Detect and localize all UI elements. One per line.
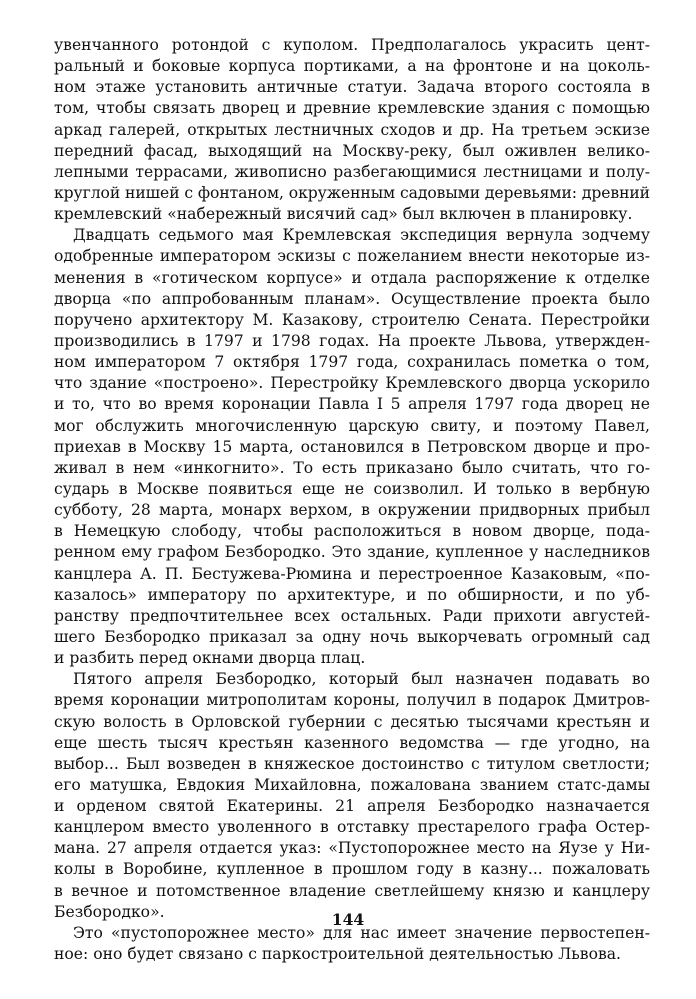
text-line: том, чтобы связать дворец и древние кремлевские здания с помощью bbox=[54, 99, 650, 118]
paragraph-3 bbox=[54, 669, 650, 923]
text-line: еще шесть тысяч крестьян казенного ведомства — где угодно, на bbox=[54, 733, 650, 752]
text-line: что здание «построено». Перестройку Кремлевского дворца ускорило bbox=[54, 374, 650, 393]
text-line: скую волость в Орловской губернии с десятью тысячами крестьян и bbox=[54, 712, 650, 731]
text-line: казалось» императору по архитектуре, и по обширности, и по уб- bbox=[54, 585, 650, 604]
text-line: приехав в Москву 15 марта, остановился в Петровском дворце и про- bbox=[54, 437, 650, 456]
text-line: ренном ему графом Безбородко. Это здание, купленное у наследников bbox=[54, 543, 650, 562]
text-line: канцлера А. П. Бестужева-Рюмина и перестроенное Казаковым, «по- bbox=[54, 564, 650, 583]
paragraph-2 bbox=[54, 225, 650, 669]
text-line: производились в 1797 и 1798 годах. На проекте Львова, утвержден- bbox=[54, 331, 650, 350]
text-line: субботу, 28 марта, монарх верхом, в окружении придворных прибыл bbox=[54, 501, 650, 520]
text-line: сударь в Москве появиться еще не соизволил. И только в вербную bbox=[54, 479, 650, 498]
text-line: ное: оно будет связано с паркостроительной деятельностью Львова. bbox=[54, 945, 622, 964]
page-number: 144 bbox=[331, 910, 365, 929]
paragraph-4 bbox=[54, 923, 650, 965]
text-line: менения в «готическом корпусе» и отдала распоряжение к отделке bbox=[54, 268, 650, 287]
text-line: кремлевский «набережный висячий сад» был включен в планировку. bbox=[54, 205, 633, 224]
paragraph-1 bbox=[54, 35, 650, 225]
text-line: и то, что во время коронации Павла I 5 апреля 1797 года дворец не bbox=[54, 395, 650, 414]
text-line: Безбородко». bbox=[54, 902, 165, 921]
text-line: ранству предпочтительнее всех остальных. Ради прихоти августей- bbox=[54, 606, 650, 625]
text-line: Пятого апреля Безбородко, который был назначен подавать во bbox=[73, 670, 650, 689]
text-line: Это «пустопорожнее место» для нас имеет значение первостепен- bbox=[73, 923, 650, 942]
text-line: время коронации митрополитам короны, получил в подарок Дмитров- bbox=[54, 691, 650, 710]
text-line: ном императором 7 октября 1797 года, сохранилась пометка о том, bbox=[54, 353, 650, 372]
text-line: шего Безбородко приказал за одну ночь выкорчевать огромный сад bbox=[54, 627, 650, 646]
text-line: в Немецкую слободу, чтобы расположиться в новом дворце, пода- bbox=[54, 522, 650, 541]
text-line: выбор... Был возведен в княжеское достоинство с титулом светлости; bbox=[54, 754, 650, 773]
text-line: ном этаже установить античные статуи. Задача второго состояла в bbox=[54, 78, 650, 97]
text-line: колы в Воробине, купленное в прошлом году в казну... пожаловать bbox=[54, 860, 650, 879]
text-line: ральный и боковые корпуса портиками, а на фронтоне и на цоколь- bbox=[54, 57, 650, 76]
text-line: одобренные императором эскизы с пожеланием внести некоторые из- bbox=[54, 247, 650, 266]
text-line: круглой нишей с фонтаном, окруженным садовыми деревьями: древний bbox=[54, 183, 650, 202]
text-line: увенчанного ротондой с куполом. Предполагалось украсить цент- bbox=[54, 36, 650, 54]
text-line: живал в нем «инкогнито». То есть приказано было считать, что го- bbox=[54, 458, 650, 477]
text-line: мана. 27 апреля отдается указ: «Пустопорожнее место на Яузе у Ни- bbox=[54, 839, 650, 858]
text-line: в вечное и потомственное владение светлейшему князю и канцлеру bbox=[54, 881, 650, 900]
text-line: лепными террасами, живописно разбегающимися лестницами и полу- bbox=[54, 162, 650, 181]
text-line: поручено архитектору М. Казакову, строителю Сената. Перестройки bbox=[54, 310, 650, 329]
text-line: мог обслужить многочисленную царскую свиту, и поэтому Павел, bbox=[54, 416, 650, 435]
text-line: и орденом святой Екатерины. 21 апреля Безбородко назначается bbox=[54, 797, 650, 816]
text-line: и разбить перед окнами дворца плац. bbox=[54, 649, 366, 668]
text-line: аркад галерей, открытых лестничных сходов и др. На третьем эскизе bbox=[54, 120, 650, 139]
text-line: передний фасад, выходящий на Москву-реку, был оживлен велико- bbox=[54, 141, 650, 160]
text-line: канцлером вместо уволенного в отставку престарелого графа Остер- bbox=[54, 818, 650, 837]
text-line: Двадцать седьмого мая Кремлевская экспедиция вернула зодчему bbox=[73, 226, 650, 245]
text-line: его матушка, Евдокия Михайловна, пожалована званием статс-дамы bbox=[54, 775, 650, 794]
body-text bbox=[54, 35, 650, 965]
text-line: дворца «по аппробованным планам». Осуществление проекта было bbox=[54, 289, 650, 308]
